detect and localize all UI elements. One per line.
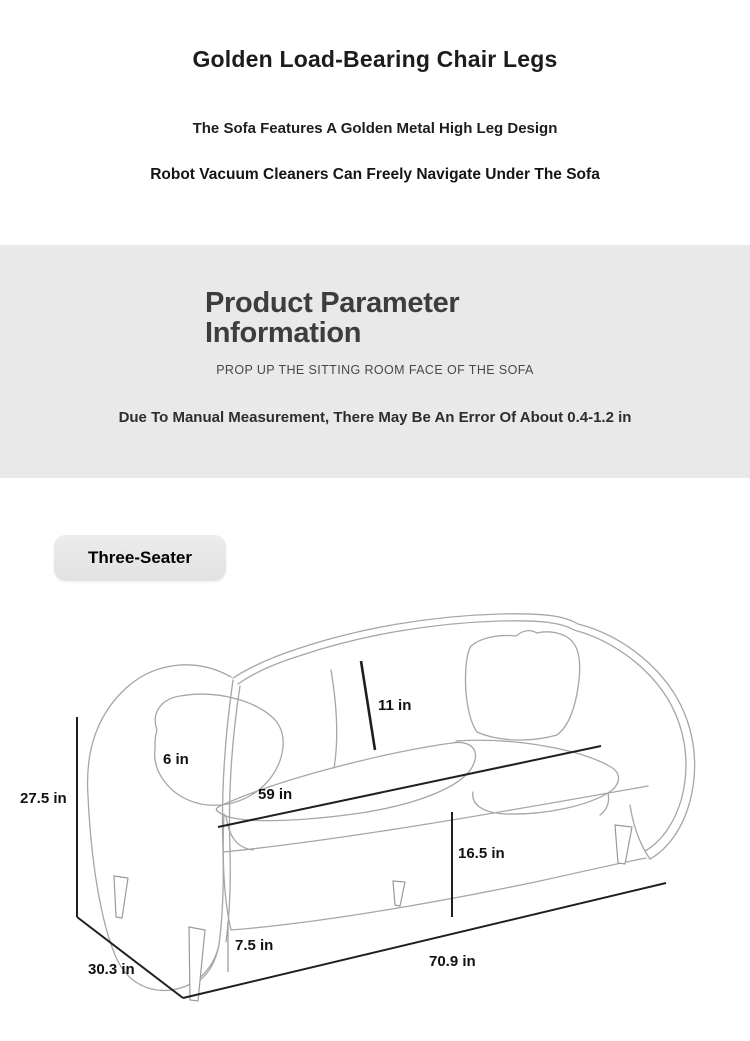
dimension-back-cushion-height: 11 in (378, 697, 412, 714)
header-subtitle-2: Robot Vacuum Cleaners Can Freely Navigate Under The Sofa (150, 166, 600, 183)
sofa-dimension-diagram (0, 600, 750, 1041)
dimension-armrest-width: 6 in (163, 751, 189, 768)
parameter-section (0, 245, 750, 478)
page-title: Golden Load-Bearing Chair Legs (192, 46, 558, 72)
dimension-overall-depth: 30.3 in (88, 961, 135, 978)
parameter-tagline: PROP UP THE SITTING ROOM FACE OF THE SOFA (216, 363, 534, 377)
header-subtitle-1: The Sofa Features A Golden Metal High Leg Design (192, 120, 558, 137)
dimension-overall-width: 70.9 in (429, 953, 476, 970)
variant-badge-label: Three-Seater (88, 548, 192, 567)
parameter-heading: Product Parameter Information (205, 287, 460, 349)
dimension-lines (77, 661, 666, 998)
dimension-seat-width: 59 in (258, 786, 293, 803)
dimension-leg-height: 7.5 in (235, 937, 274, 954)
dimension-seat-front-height: 16.5 in (458, 845, 505, 862)
measurement-disclaimer: Due To Manual Measurement, There May Be An Error Of About 0.4-1.2 in (118, 409, 632, 426)
dimension-overall-height: 27.5 in (20, 790, 67, 807)
variant-badge-three-seater[interactable] (54, 535, 226, 581)
sofa-legs (114, 825, 632, 1001)
